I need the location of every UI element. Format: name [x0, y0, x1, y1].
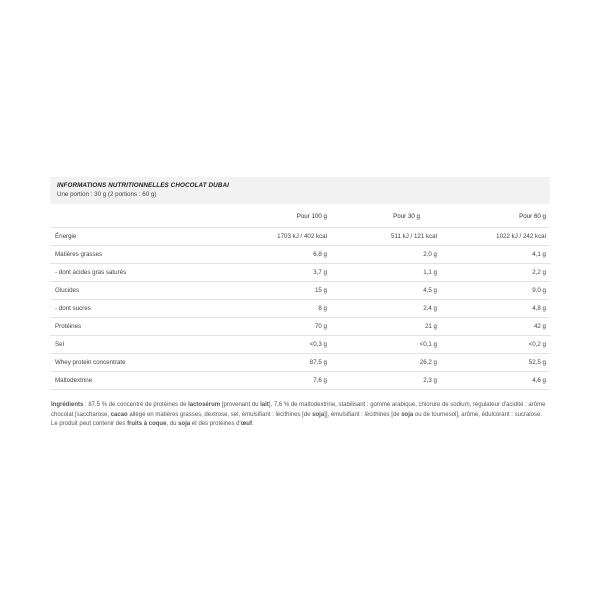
value-per-60g: 2,2 g — [441, 264, 550, 282]
nutrient-label: Glucides — [50, 282, 161, 300]
value-per-30g: 26,2 g — [331, 354, 441, 372]
value-per-60g: 4,6 g — [441, 372, 550, 390]
ingredients-segment: lait — [260, 402, 269, 408]
ingredients-segment: allégé en matières grasses, dextrose, sel, émulsifiant : lécithines [de — [127, 411, 313, 418]
table-row — [50, 264, 550, 282]
ingredients-segment: , du — [166, 421, 179, 428]
table-row — [50, 354, 550, 372]
column-header-row — [50, 204, 550, 228]
ingredients-segment: soja — [401, 411, 414, 418]
value-per-100g: 8 g — [161, 300, 331, 318]
value-per-100g: 87,5 g — [161, 354, 331, 372]
value-per-60g: <0,2 g — [441, 336, 550, 354]
value-per-30g: <0,1 g — [331, 336, 441, 354]
value-per-100g: 70 g — [161, 318, 331, 336]
ingredients-segment: ]], émulsifiant : lécithines [de — [324, 411, 402, 418]
nutrient-label: Maltodextrine — [50, 372, 161, 390]
ingredients-segment: . — [251, 421, 254, 428]
table-row — [50, 336, 550, 354]
table-row — [50, 228, 550, 246]
table-row — [50, 246, 550, 264]
ingredients-segment: fruits à coque — [127, 421, 167, 428]
nutrient-label: Whey protein concentrate — [50, 354, 161, 372]
ingredients-segment: cacao — [110, 411, 128, 418]
table-row — [50, 372, 550, 390]
value-per-100g: 15 g — [161, 282, 331, 300]
table-row — [50, 300, 550, 318]
value-per-60g: 42 g — [441, 318, 550, 336]
table-row — [50, 282, 550, 300]
nutrient-label: Énergie — [50, 228, 161, 246]
column-header-per-30g: Pour 30 g — [331, 204, 441, 228]
value-per-30g: 2,3 g — [331, 372, 441, 390]
ingredients-segment: : 87,5 % de concentré de protéines de — [83, 402, 189, 408]
value-per-100g: <0,3 g — [161, 336, 331, 354]
value-per-30g: 4,5 g — [331, 282, 441, 300]
nutrient-label: Matières grasses — [50, 246, 161, 264]
ingredients-segment: ], 7,6 % de maltodextrine, stabilisant : gomme arabique, chlorure de sodium, régulateur d'acidité : arôme chocolat [saccharose, — [51, 402, 546, 418]
ingredients-segment: œuf — [240, 421, 252, 428]
value-per-60g: 4,8 g — [441, 300, 550, 318]
value-per-60g: 52,5 g — [441, 354, 550, 372]
value-per-30g: 511 kJ / 121 kcal — [331, 228, 441, 246]
ingredients-segment: ou de tournesol], arôme, édulcorant : sucralose. Le produit peut contenir des — [51, 411, 542, 428]
ingredients-segment: soja — [178, 421, 191, 428]
column-header-per-100g: Pour 100 g — [161, 204, 331, 228]
value-per-100g: 7,6 g — [161, 372, 331, 390]
nutrient-label: Sel — [50, 336, 161, 354]
nutrient-label: - dont acides gras saturés — [50, 264, 161, 282]
value-per-100g: 3,7 g — [161, 264, 331, 282]
value-per-30g: 2,4 g — [331, 300, 441, 318]
table-header-band — [50, 177, 550, 204]
ingredients-segment: soja — [312, 411, 325, 418]
ingredients-segment: lactosérum — [188, 402, 221, 408]
column-header-nutrient — [50, 204, 161, 228]
nutrition-table — [50, 204, 550, 390]
portion-info: Une portion : 30 g (2 portions : 60 g) — [57, 191, 157, 198]
value-per-100g: 1703 kJ / 402 kcal — [161, 228, 331, 246]
ingredients-segment: [provenant du — [220, 402, 261, 408]
ingredients-text — [50, 401, 550, 430]
ingredients-segment: et des protéines d' — [190, 421, 241, 428]
value-per-30g: 21 g — [331, 318, 441, 336]
value-per-60g: 4,1 g — [441, 246, 550, 264]
table-row — [50, 318, 550, 336]
value-per-100g: 6,8 g — [161, 246, 331, 264]
ingredients-segment: Ingrédients — [51, 402, 84, 408]
nutrition-panel — [50, 177, 550, 436]
nutrient-label: - dont sucres — [50, 300, 161, 318]
value-per-60g: 1022 kJ / 242 kcal — [441, 228, 550, 246]
column-header-per-60g: Pour 60 g — [441, 204, 550, 228]
value-per-60g: 9,0 g — [441, 282, 550, 300]
nutrient-label: Protéines — [50, 318, 161, 336]
value-per-30g: 1,1 g — [331, 264, 441, 282]
table-title: INFORMATIONS NUTRITIONNELLES CHOCOLAT DUBAI — [57, 182, 229, 189]
value-per-30g: 2,0 g — [331, 246, 441, 264]
